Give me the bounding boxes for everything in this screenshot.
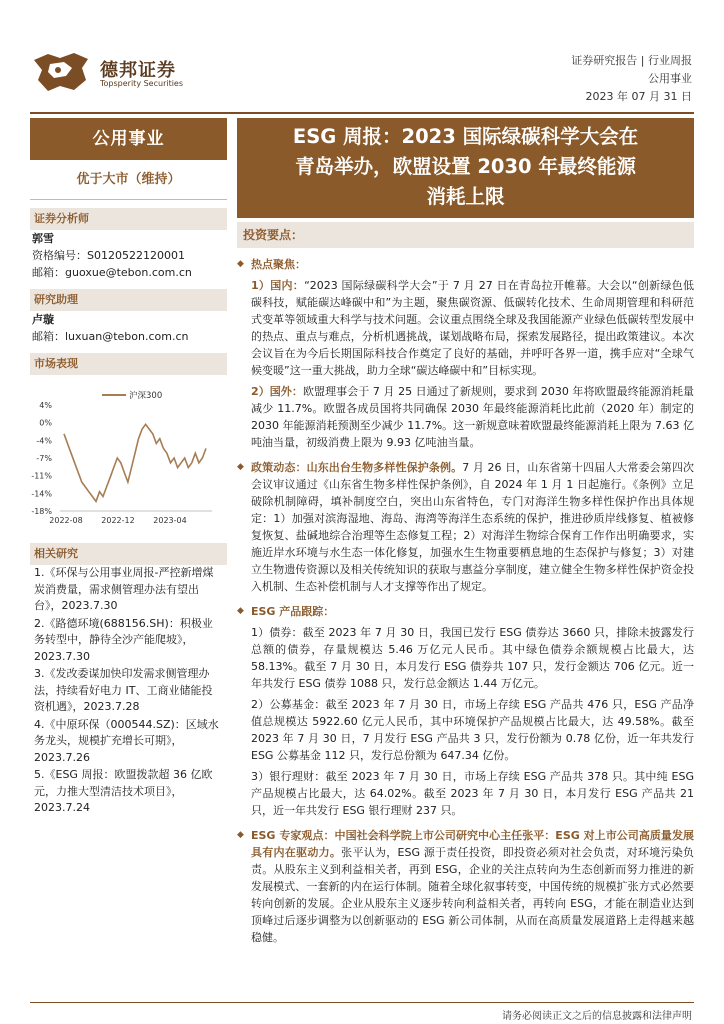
esg-bond-label: 1） <box>251 626 270 639</box>
related-section-title: 相关研究 <box>30 543 227 565</box>
footer-divider <box>30 1002 694 1003</box>
bull-logo-icon <box>30 50 92 94</box>
esg-fund-label: 2） <box>251 698 270 711</box>
related-item[interactable]: 2.《路德环境(688156.SH)：积极业务转型中，静待全沙产能爬坡》，2023.7.30 <box>34 616 213 663</box>
analyst-section-title: 证券分析师 <box>30 208 227 230</box>
foreign-label: 2）国外： <box>251 385 303 398</box>
main-content <box>237 114 694 946</box>
policy-label: 政策动态：山东出台生物多样性保护条例。 <box>251 461 463 474</box>
related-item[interactable]: 3.《发改委谋加快印发需求侧管理办法，持续看好电力 IT、工商业储能投资机遇》，2023.7.28 <box>34 667 213 713</box>
logo-cn-text: 德邦证券 <box>100 60 176 81</box>
y-tick-label: -4% <box>36 436 52 446</box>
report-meta <box>571 52 692 106</box>
analyst-email[interactable]: 邮箱：guoxue@tebon.com.cn <box>32 266 192 279</box>
market-section-title: 市场表现 <box>30 353 227 375</box>
x-tick-label: 2022-12 <box>101 516 135 525</box>
left-sidebar <box>30 114 227 818</box>
y-tick-label: -18% <box>31 507 52 516</box>
title-line: 青岛举办，欧盟设置 2030 年最终能源 <box>295 155 636 178</box>
assistant-section-title: 研究助理 <box>30 289 227 311</box>
y-tick-label: -14% <box>31 489 52 499</box>
company-logo <box>30 50 190 94</box>
report-date: 2023 年 07 月 31 日 <box>585 90 692 103</box>
esg-fund-text: 公募基金：截至 2023 年 7 月 30 日，市场上存续 ESG 产品共 476 只，ESG 产品净值总规模达 5922.60 亿元人民币，其中环境保护产品规模占比最大，达 49.58%。截至 2023 年 7 月 30 日，7 月发行 ESG 产品共 3 只，发行份额为 0.78 亿份，近一年共发行 ESG 公募基金 112 只，发行总份额为 647.34 亿份。 <box>251 698 695 762</box>
sector-label: 公用事业 <box>30 118 227 160</box>
foreign-paragraph <box>237 383 694 451</box>
title-line: ESG 周报：2023 国际绿碳科学大会在 <box>292 125 639 148</box>
market-chart-svg <box>30 375 227 535</box>
series-line <box>64 424 206 501</box>
domestic-label: 1）国内： <box>251 279 305 292</box>
assistant-name: 卢璇 <box>32 313 54 326</box>
report-type: 证券研究报告 | 行业周报 <box>571 54 692 67</box>
analyst-cert: 资格编号：S0120522120001 <box>32 249 185 262</box>
x-tick-label: 2022-08 <box>49 516 83 525</box>
esg-wealth-label: 3） <box>251 770 270 783</box>
report-title <box>237 118 694 218</box>
assistant-email[interactable]: 邮箱：luxuan@tebon.com.cn <box>32 330 189 343</box>
domestic-paragraph <box>237 277 694 379</box>
foreign-text: 欧盟理事会于 7 月 25 日通过了新规则，要求到 2030 年将欧盟最终能源消耗量减少 11.7%。欧盟各成员国将共同确保 2030 年最终能源消耗比此前（2020 年）制定的 2030 年能源消耗预测至少减少 11.7%。这一新规意味着欧盟最终能源消耗上限为 7.63 亿吨油当量，初级消费上限为 9.93 亿吨油当量。 <box>251 385 695 449</box>
expert-text: 张平认为，ESG 源于责任投资，即投资必须对社会负责，对环境污染负责。从股东主义到利益相关者，再到 ESG，企业的关注点转向为生态创新而努力推进的新发展模式、一套新的内在运行体制。随着全球化叙事转变，中国传统的规模扩张方式必然要转向创新的发展。企业从股东主义逐步转向利益相关者，再转向 ESG，才能在制造业达到顶峰过后逐步调整为以创新驱动的 ESG 新公司体制，从而在高质量发展道路上走得越来越稳健。 <box>251 846 694 944</box>
x-tick-label: 2023-04 <box>153 516 187 525</box>
domestic-text: “2023 国际绿碳科学大会”于 7 月 27 日在青岛拉开帷幕。大会以“创新绿色低碳科技，赋能碳达峰碳中和”为主题，聚焦碳资源、低碳转化技术、生命周期管理和科研范式变革等领域重大科学与技术问题。会议重点围绕全球及我国能源产业绿色低碳转型发展中的热点、重点与难点，分析机遇挑战，谋划战略布局，探索发展路径，提出政策建议。本次会议旨在为今后长期国际科技合作奠定了良好的基础，并呼吁各界一道，携手应对“全球气候变暖”这一重大挑战，助力全球“碳达峰碳中和”目标实现。 <box>251 279 694 377</box>
esg-product-label: ESG 产品跟踪： <box>251 605 335 618</box>
hot-topic-label: 热点聚焦： <box>251 258 306 271</box>
y-tick-label: 0% <box>39 418 52 428</box>
esg-fund-paragraph <box>237 696 694 764</box>
esg-wealth-text: 银行理财：截至 2023 年 7 月 30 日，市场上存续 ESG 产品共 378 只。其中纯 ESG 产品规模占比最大，达 64.02%。截至 2023 年 7 月 30 日，本月发行 ESG 产品共 21 只，近一年共发行 ESG 银行理财 237 只。 <box>251 770 695 817</box>
related-item[interactable]: 1.《环保与公用事业周报-严控新增煤炭消费量，需求侧管理办法有望出台》，2023.7.30 <box>34 566 214 612</box>
expert-bullet <box>237 827 694 946</box>
y-tick-label: -11% <box>31 471 52 481</box>
esg-product-bullet <box>237 603 694 620</box>
key-points-heading: 投资要点： <box>237 222 694 248</box>
y-tick-label: -7% <box>36 454 52 463</box>
logo-en-text: Topsperity Securities <box>100 79 184 88</box>
policy-bullet <box>237 459 694 595</box>
related-research-list <box>30 565 227 817</box>
expert-label: ESG 专家观点：中国社会科学院上市公司研究中心主任张平：ESG 对上市公司高质量发展具有内在驱动力。 <box>251 829 694 859</box>
esg-bond-paragraph <box>237 624 694 692</box>
rating-label: 优于大市（维持） <box>30 160 227 200</box>
related-item[interactable]: 5.《ESG 周报：欧盟拨款超 36 亿欧元，力推大型清洁技术项目》，2023.7.24 <box>34 768 213 814</box>
legend-label: 沪深300 <box>129 391 163 401</box>
analyst-name: 郭雪 <box>32 232 54 245</box>
report-industry: 公用事业 <box>648 72 692 85</box>
policy-text: 7 月 26 日，山东省第十四届人大常委会第四次会议审议通过《山东省生物多样性保护条例》，自 2024 年 1 月 1 日起施行。《条例》立足破除机制障碍，填补制度空白，突出山东省特色，专门对海洋生物多样性保护作出具体规定：1）加强对滨海湿地、海岛、海湾等海洋生态系统的保护，推进砂质岸线修复、植被修复恢复、盐碱地综合治理等生态修复工程；2）对海洋生物综合保育工作作出明确要求，实施近岸水环境与水生态一体化修复，加强水生生物重要栖息地的生态保护与修复；3）对建立生物遗传资源以及相关传统知识的获取与惠益分享制度，建立健全生物多样性保护资金投入机制、生态补偿机制与人才支撑等作出了规定。 <box>251 461 695 593</box>
esg-wealth-paragraph <box>237 768 694 819</box>
esg-bond-text: 债券：截至 2023 年 7 月 30 日，我国已发行 ESG 债券达 3660 只，排除未披露发行总额的债券，存量规模达 5.46 万亿元人民币。其中绿色债券余额规模占比最大，达 58.13%。截至 7 月 30 日，本月发行 ESG 债券共 107 只，发行金额达 706 亿元。近一年共发行 ESG 债券 1088 只，发行总金额达 1.44 万亿元。 <box>251 626 694 690</box>
y-tick-label: 4% <box>39 401 52 410</box>
hot-topic-bullet <box>237 256 694 273</box>
related-item[interactable]: 4.《中原环保（000544.SZ)：区域水务龙头，规模扩充增长可期》，2023.7.26 <box>34 717 219 764</box>
title-line: 消耗上限 <box>426 185 505 208</box>
footer-disclaimer: 请务必阅读正文之后的信息披露和法律声明 <box>502 1011 692 1022</box>
market-chart <box>30 375 227 535</box>
